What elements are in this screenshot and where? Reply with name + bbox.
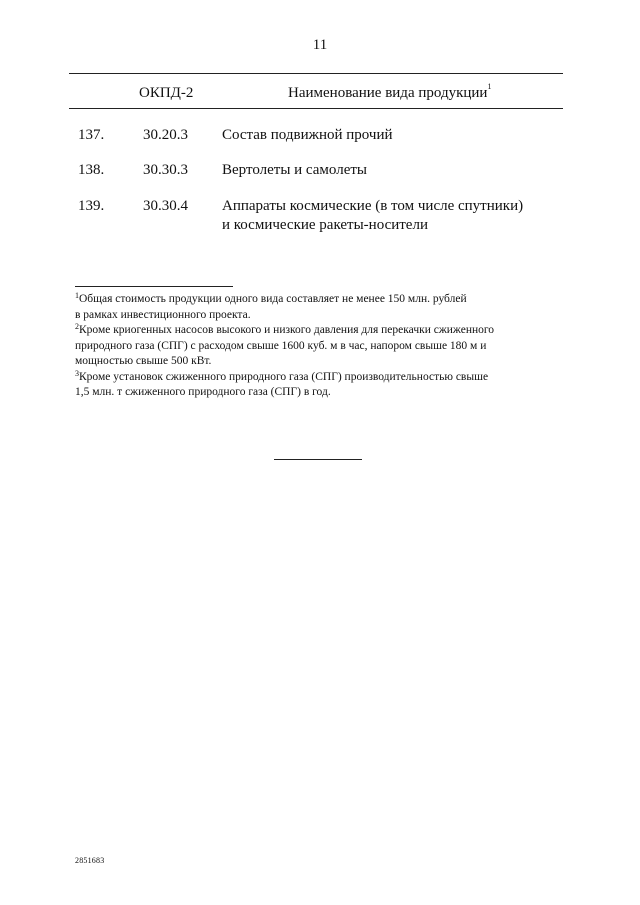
row-number: 137.	[78, 127, 105, 143]
row-name	[222, 126, 562, 145]
footnote-text: Общая стоимость продукции одного вида составляет не менее 150 млн. рублей	[79, 293, 467, 305]
end-of-document-rule	[274, 459, 362, 460]
column-header-name-text: Наименование вида продукции	[288, 85, 488, 101]
footnote-line: мощностью свыше 500 кВт.	[75, 355, 212, 367]
row-name	[222, 197, 562, 235]
row-name-line: Аппараты космические (в том числе спутники)	[222, 198, 524, 214]
footnote-line	[75, 370, 559, 386]
footnote-mark: 1	[75, 291, 79, 300]
row-name-line: Вертолеты и самолеты	[222, 162, 367, 178]
row-number: 139.	[78, 198, 105, 214]
footnote-separator	[75, 286, 233, 287]
table-top-rule	[69, 73, 563, 74]
footnote-text: Кроме криогенных насосов высокого и низкого давления для перекачки сжиженного	[79, 324, 495, 336]
footnote	[75, 370, 559, 401]
table-header-rule	[69, 108, 563, 109]
footnote-line	[75, 292, 559, 308]
column-header-name	[288, 84, 491, 102]
row-name-line: Состав подвижной прочий	[222, 127, 393, 143]
footnote-mark: 2	[75, 322, 79, 331]
row-code: 30.20.3	[143, 127, 188, 143]
row-code: 30.30.3	[143, 162, 188, 178]
footnote-line: природного газа (СПГ) с расходом свыше 1600 куб. м в час, напором свыше 180 м и	[75, 339, 487, 352]
footnote-line: 1,5 млн. т сжиженного природного газа (СПГ) в год.	[75, 386, 331, 398]
row-code: 30.30.4	[143, 198, 188, 214]
row-name-line: и космические ракеты-носители	[222, 217, 428, 233]
column-header-code: ОКПД-2	[139, 85, 194, 101]
row-number: 138.	[78, 162, 105, 178]
footnote-mark: 3	[75, 368, 79, 378]
footnotes	[75, 292, 559, 401]
footnote-line: в рамках инвестиционного проекта.	[75, 308, 251, 321]
footnote-line	[75, 323, 559, 339]
row-name	[222, 161, 562, 180]
footnote-mark: 1	[487, 82, 492, 91]
page-number: 11	[312, 37, 328, 53]
document-id: 2851683	[75, 856, 105, 865]
footnote	[75, 292, 559, 323]
footnote-text: Кроме установок сжиженного природного газа (СПГ) производительностью свыше	[79, 370, 489, 383]
footnote	[75, 323, 559, 370]
